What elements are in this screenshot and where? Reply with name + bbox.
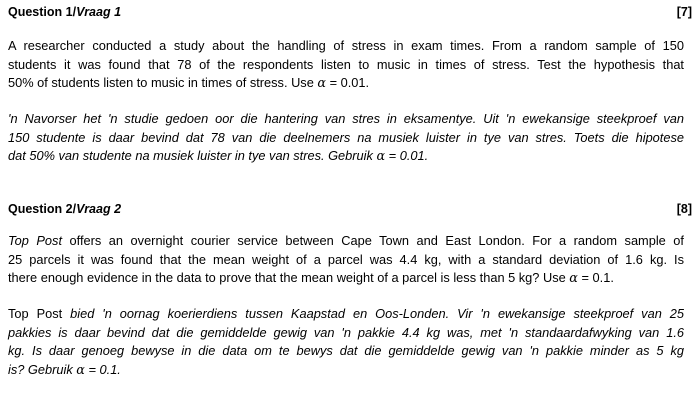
question-2 [8,201,692,378]
question-1-afrikaans-text [8,110,684,167]
alpha-symbol: α [376,149,386,164]
alpha-symbol: α [569,271,578,286]
question-1-title: Question 1/Vraag 1 [8,5,122,19]
question-2-header [8,201,692,217]
company-name: Top Post [8,306,63,321]
q1-af-line-3: dat 50% van studente na musiek luister in tye van stres. Gebruik α = 0.01. [8,148,429,164]
question-2-english-text [8,232,684,289]
question-1-english-text [8,37,684,94]
q1-en-line-3: 50% of students listen to music in times of stress. Use α = 0.01. [8,75,370,91]
question-1-marks: [7] [676,5,692,19]
alpha-symbol: α [317,76,327,91]
alpha-symbol: α [76,362,85,378]
q1-af-line-1: 'n Navorser het 'n studie gedoen oor die hantering van stres in eksamentye. Uit 'n ewekansige steekproef van [8,111,684,126]
question-1-header [8,4,692,20]
question-2-marks: [8] [676,202,692,216]
q1-en-line-2: students it was found that 78 of the respondents listen to music in times of stress. Test the hypothesis that [8,56,684,72]
q2-en-line-3: there enough evidence in the data to prove that the mean weight of a parcel is less than 5 kg? Use α = 0.1. [8,270,614,286]
company-name: Top Post [8,233,62,248]
q2-en-line-1: Top Post offers an overnight courier service between Cape Town and East London. For a random sample of [8,233,684,248]
q2-en-line-2: 25 parcels it was found that the mean weight of a parcel was 4.4 kg, with a standard deviation of 1.6 kg. Is [8,251,684,267]
q1-af-line-2: 150 studente is daar bevind dat 78 van die deelnemers na musiek luister in tye van stres. Toets die hipotese [8,129,684,145]
question-2-title: Question 2/Vraag 2 [8,202,122,216]
q2-af-line-1: Top Post bied 'n oornag koerierdiens tussen Kaapstad en Oos-Londen. Vir 'n ewekansige steekproef van 25 [8,306,685,321]
q2-af-line-4: is? Gebruik α = 0.1. [8,361,121,378]
question-2-afrikaans-text [8,305,684,380]
q1-en-line-1: A researcher conducted a study about the handling of stress in exam times. From a random sample of 150 [8,38,684,53]
q2-af-line-3: kg. Is daar genoeg bewyse in die data om te bewys dat die gemiddelde gewig van 'n pakkie minder as 5 kg [8,343,684,358]
question-1 [8,4,692,164]
q2-af-line-2: pakkies is daar bevind dat die gemiddelde gewig van 'n pakkie 4.4 kg was, met 'n standaardafwyking van 1.6 [8,324,684,340]
